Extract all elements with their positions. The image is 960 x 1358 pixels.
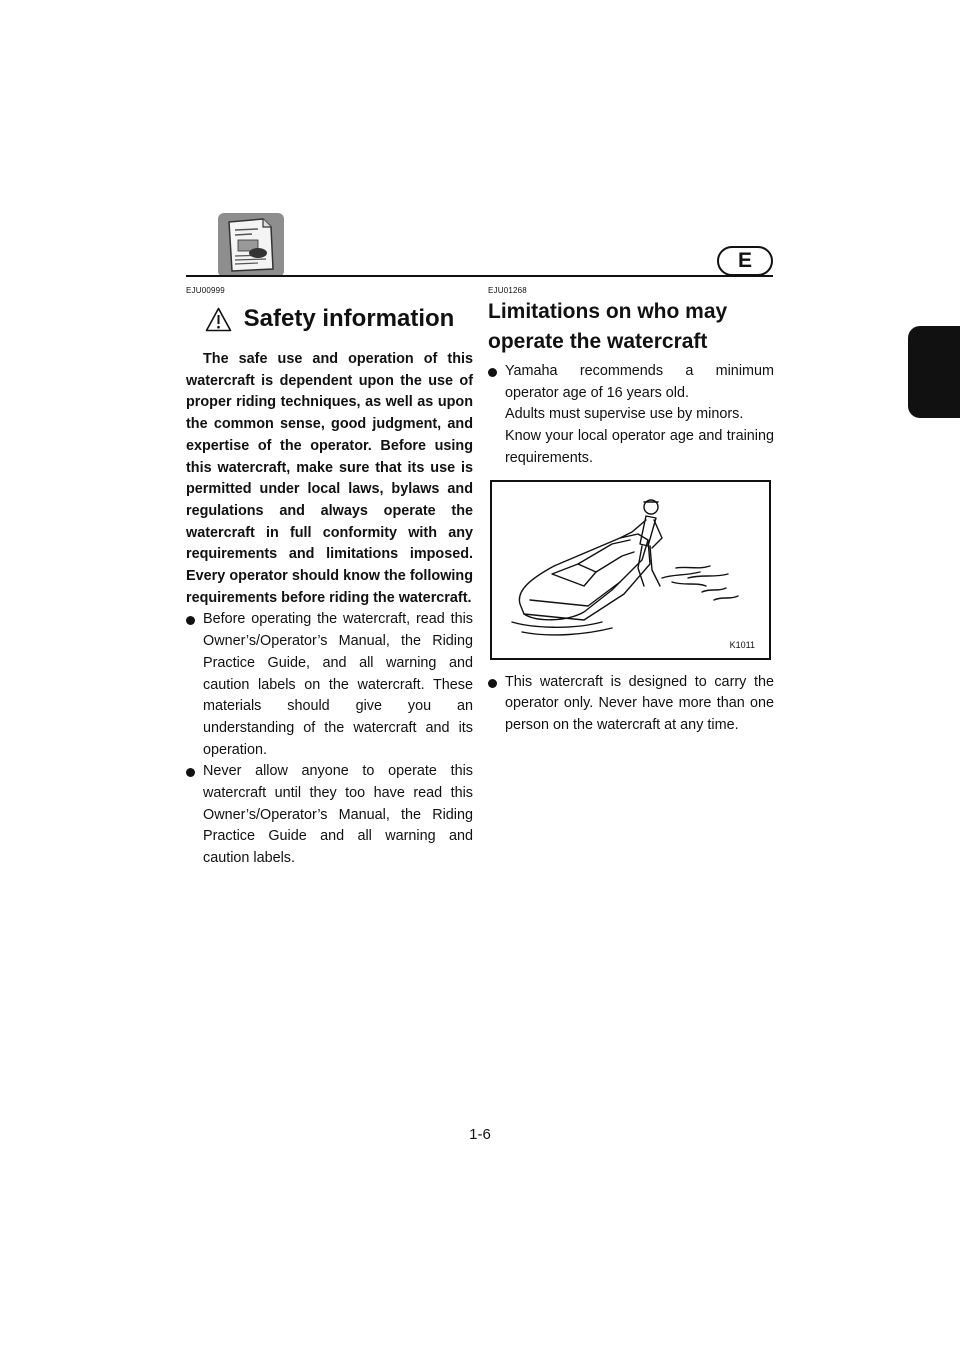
safety-information-section xyxy=(186,286,473,870)
bullet-icon xyxy=(186,616,195,625)
list-item xyxy=(488,361,774,470)
list-item xyxy=(186,609,473,761)
safety-bullet-list xyxy=(186,609,473,869)
section-title-line: Limitations on who may xyxy=(488,300,728,323)
watercraft-illustration xyxy=(490,480,771,660)
bullet-text: This watercraft is designed to carry the operator only. Never have more than one person on the watercraft at any time. xyxy=(505,673,774,733)
header-rule xyxy=(186,275,773,277)
bullet-icon xyxy=(186,768,195,777)
bullet-text: Know your local operator age and training requirements. xyxy=(505,428,774,466)
figure-label: K1011 xyxy=(729,639,755,650)
list-item xyxy=(186,761,473,870)
section-code: EJU01268 xyxy=(488,286,527,295)
bullet-text: Yamaha recommends a minimum operator age of 16 years old. xyxy=(505,363,774,401)
bullet-text: Never allow anyone to operate this watercraft until they too have read this Owner’s/Operator’s Manual, the Riding Practice Guide and all warning and caution labels. xyxy=(203,763,473,867)
section-heading xyxy=(186,305,473,333)
section-title-line: operate the watercraft xyxy=(488,330,708,353)
language-badge: E xyxy=(717,246,773,276)
jet-ski-rider-icon xyxy=(492,482,769,658)
bullet-text: Before operating the watercraft, read this Owner’s/Operator’s Manual, the Riding Practice Guide, and all warning and caution labels on the watercraft. These materials should give you an understanding of the watercraft and its operation. xyxy=(203,611,473,758)
page-number: 1-6 xyxy=(469,1126,491,1143)
section-code: EJU00999 xyxy=(186,286,225,295)
section-title: Safety information xyxy=(243,305,455,332)
chapter-tab xyxy=(908,326,960,418)
bullet-icon xyxy=(488,368,497,377)
limitations-bullet-list xyxy=(488,361,774,470)
bullet-icon xyxy=(488,679,497,688)
section-title xyxy=(488,297,774,357)
operator-limitations-section xyxy=(488,286,774,737)
limitations-bullet-list-2 xyxy=(488,672,774,737)
list-item xyxy=(488,672,774,737)
intro-paragraph: The safe use and operation of this watercraft is dependent upon the use of proper riding techniques, as well as upon the common sense, good judgment, and expertise of the operator. Before using this watercraft, make sure that its use is permitted under local laws, bylaws and regulations and always operate the watercraft in full conformity with any requirements and limitations imposed. Every operator should know the following requirements before riding the watercraft. xyxy=(186,351,473,606)
manual-booklet-icon xyxy=(218,213,284,277)
warning-triangle-icon xyxy=(205,307,232,332)
bullet-text: Adults must supervise use by minors. xyxy=(505,406,744,423)
